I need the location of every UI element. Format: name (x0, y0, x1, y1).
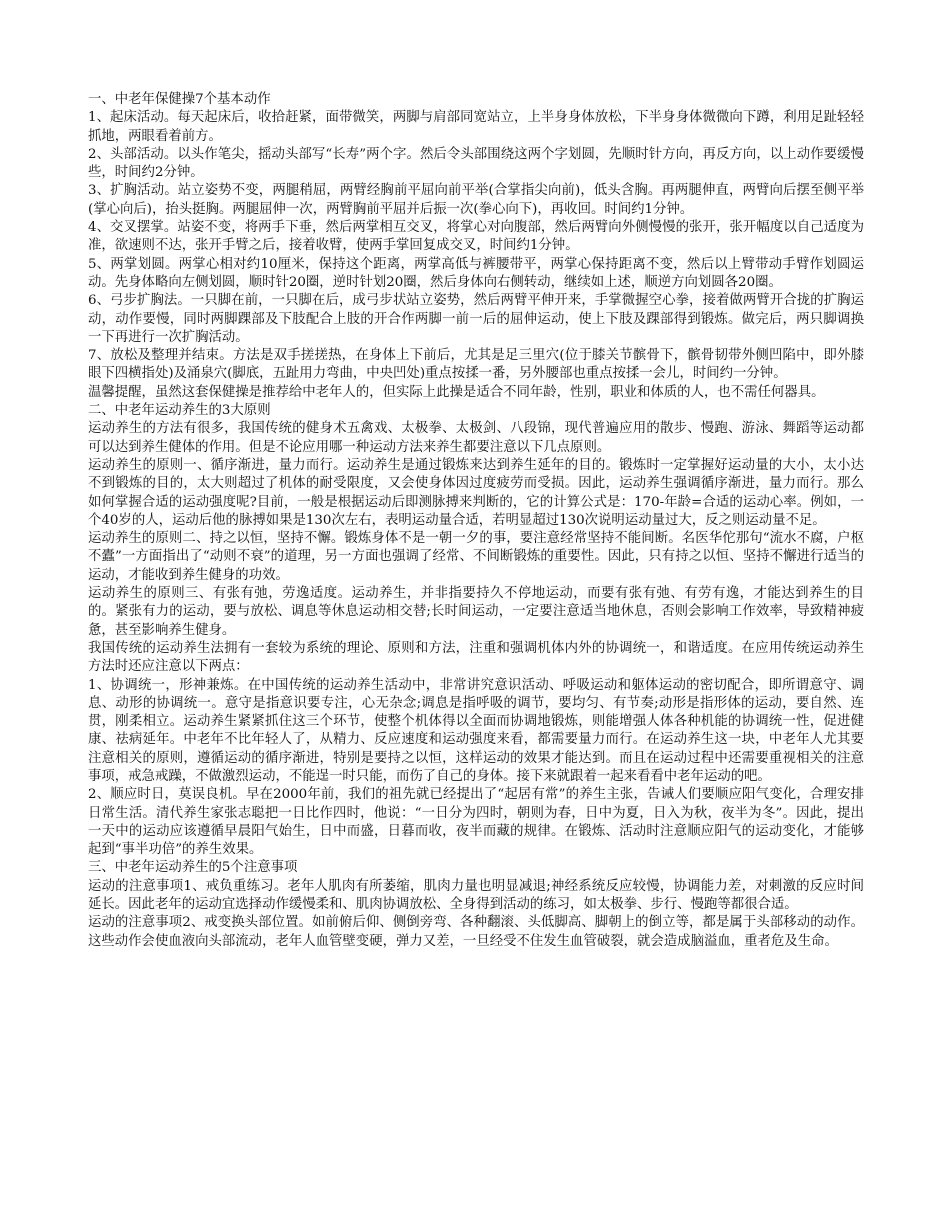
exercise-item-1: 1、起床活动。每天起床后，收拾赶紧，面带微笑，两脚与肩部同宽站立，上半身身体放松，下半身身体微微向下蹲，利用足趾轻轻抓地，两眼看着前方。 (88, 110, 864, 144)
traditional-point-1: 1、协调统一，形神兼炼。在中国传统的运动养生活动中，非常讲究意识活动、呼吸运动和躯体运动的密切配合，即所谓意守、调息、动形的协调统一。意守是指意识要专注，心无杂念;调息是指呼吸的调节，要均匀、有节奏;动形是指形体的运动，要自然、连贯，刚柔相立。运动养生紧紧抓住这三个环节，使整个机体得以全面而协调地锻炼，则能增强人体各种机能的协调统一性，促进健康、祛病延年。中老年不比年轻人了，从精力、反应速度和运动强度来看，都需要量力而行。在运动养生这一块，中老年人尤其要注意相关的原则，遵循运动的循序渐进，特别是要持之以恒，这样运动的效果才能达到。而且在运动过程中还需要重视相关的注意事项，戒急戒躁，不做激烈运动，不能逞一时只能，而伤了自己的身体。接下来就跟着一起来看看中老年运动的吧。 (88, 677, 864, 784)
precaution-2: 运动的注意事项2、戒变换头部位置。如前俯后仰、侧倒旁弯、各种翻滚、头低脚高、脚朝上的倒立等，都是属于头部移动的动作。这些动作会使血液向头部流动，老年人血管壁变硬，弹力又差，一旦经受不住发生血管破裂，就会造成脑溢血，重者危及生命。 (88, 915, 864, 949)
traditional-method-intro: 我国传统的运动养生法拥有一套较为系统的理论、原则和方法，注重和强调机体内外的协调统一，和谐适度。在应用传统运动养生方法时还应注意以下两点： (88, 640, 864, 675)
exercise-item-7: 7、放松及整理并结束。方法是双手搓搓热，在身体上下前后，尤其是足三里穴(位于膝关节髌骨下，髌骨韧带外侧凹陷中，即外膝眼下四横指处)及涌泉穴(脚底，五趾用力弯曲，中央凹处)重点按揉一番，另外腰部也重点按揉一会儿，时间约一分钟。 (88, 348, 864, 382)
principle-1: 运动养生的原则一、循序渐进，量力而行。运动养生是通过锻炼来达到养生延年的目的。锻炼时一定掌握好运动量的大小，太小达不到锻炼的目的，太大则超过了机体的耐受限度，又会使身体因过度疲劳而受损。因此，运动养生强调循序渐进，量力而行。那么如何掌握合适的运动强度呢?目前，一般是根据运动后即测脉搏来判断的，它的计算公式是：170-年龄=合适的运动心率。例如，一个40岁的人，运动后他的脉搏如果是130次左右，表明运动量合适，若明显超过130次说明运动量过大，反之则运动量不足。 (88, 457, 864, 528)
exercise-item-3: 3、扩胸活动。站立姿势不变，两腿稍屈，两臂经胸前平屈向前平举(合掌指尖向前)，低头含胸。再两腿伸直，两臂向后摆至侧平举(掌心向后)，抬头挺胸。两腿屈伸一次，两臂胸前平屈并后振一次(拳心向下)，再收回。时间约1分钟。 (88, 183, 864, 217)
document-body (88, 91, 864, 951)
exercise-item-4: 4、交叉摆掌。站姿不变，将两手下垂，然后两掌相互交叉，将掌心对向腹部，然后两臂向外侧慢慢的张开，张开幅度以自己适度为准，欲速则不达，张开手臂之后，接着收臂，使两手掌回复成交叉，时间约1分钟。 (88, 220, 864, 254)
section-heading-1: 一、中老年保健操7个基本动作 (88, 92, 271, 107)
exercise-item-6: 6、弓步扩胸法。一只脚在前，一只脚在后，成弓步状站立姿势，然后两臂平伸开来，手掌微握空心拳，接着做两臂开合拢的扩胸运动，动作要慢，同时两脚踝部及下肢配合上肢的开合作两脚一前一后的屈伸运动，使上下肢及踝部得到锻炼。做完后，两只脚调换一下再进行一次扩胸活动。 (88, 293, 864, 345)
section-heading-2: 二、中老年运动养生的3大原则 (88, 403, 271, 419)
precaution-1: 运动的注意事项1、戒负重练习。老年人肌肉有所萎缩，肌肉力量也明显减退;神经系统反应较慢，协调能力差，对刺激的反应时间延长。因此老年的运动宜选择动作缓慢柔和、肌肉协调放松、全身得到活动的练习，如太极拳、步行、慢跑等都很合适。 (88, 878, 864, 913)
exercise-item-2: 2、头部活动。以头作笔尖，摇动头部写“长寿”两个字。然后令头部围绕这两个字划圆，先顺时针方向，再反方向，以上动作要缓慢些，时间约2分钟。 (88, 146, 864, 181)
section-heading-3: 三、中老年运动养生的5个注意事项 (88, 860, 298, 876)
principles-intro: 运动养生的方法有很多，我国传统的健身术五禽戏、太极拳、太极剑、八段锦，现代普遍应用的散步、慢跑、游泳、舞蹈等运动都可以达到养生健体的作用。但是不论应用哪一种运动方法来养生都要注意以下几点原则。 (88, 421, 864, 455)
principle-3: 运动养生的原则三、有张有弛，劳逸适度。运动养生，并非指要持久不停地运动，而要有张有弛、有劳有逸，才能达到养生的目的。紧张有力的运动，要与放松、调息等休息运动相交替;长时间运动，一定要注意适当地休息，否则会影响工作效率，导致精神疲惫，甚至影响养生健身。 (88, 586, 864, 638)
principle-2: 运动养生的原则二、持之以恒，坚持不懈。锻炼身体不是一朝一夕的事，要注意经常坚持不能间断。名医华佗那句“流水不腐，户枢不蠹”一方面指出了“动则不衰”的道理，另一方面也强调了经常、不间断锻炼的重要性。因此，只有持之以恒、坚持不懈进行适当的运动，才能收到养生健身的功效。 (88, 531, 864, 583)
traditional-point-2: 2、顺应时日，莫误良机。早在2000年前，我们的祖先就已经提出了“起居有常”的养生主张，告诫人们要顺应阳气变化，合理安排日常生活。清代养生家张志聪把一日比作四时，他说：“一日分为四时，朝则为春，日中为夏，日入为秋，夜半为冬”。因此，提出一天中的运动应该遵循早晨阳气始生，日中而盛，日暮而收，夜半而藏的规律。在锻炼、活动时注意顺应阳气的运动变化，才能够起到“事半功倍”的养生效果。 (88, 787, 864, 858)
reminder-paragraph: 温馨提醒，虽然这套保健操是推荐给中老年人的，但实际上此操是适合不同年龄，性别，职业和体质的人，也不需任何器具。 (88, 384, 825, 400)
exercise-item-5: 5、两掌划圆。两掌心相对约10厘米，保持这个距离，两掌高低与裤腰带平，两掌心保持距离不变，然后以上臂带动手臂作划圆运动。先身体略向左侧划圆，顺时针20圈，逆时针划20圈，然后身体向右侧转动，继续如上述，顺逆方向划圆各20圈。 (88, 256, 864, 290)
